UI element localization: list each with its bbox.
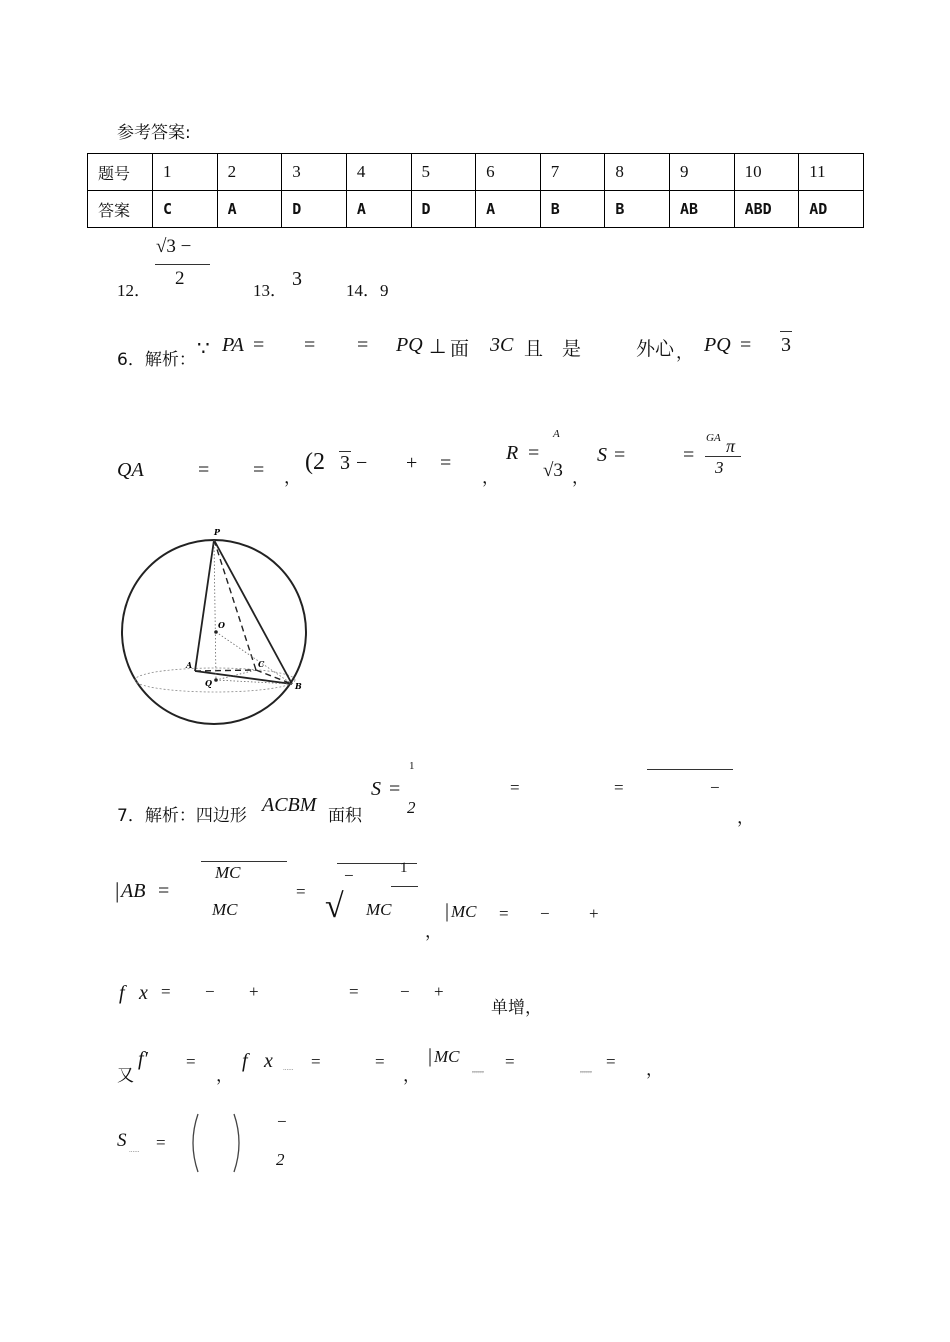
- equals: =: [440, 452, 452, 474]
- one-numerator: 1: [400, 860, 408, 876]
- plus: +: [249, 982, 259, 1001]
- equals: =: [156, 1133, 166, 1152]
- equals: =: [311, 1052, 321, 1071]
- table-cell: 10: [734, 154, 799, 191]
- equals: =: [253, 334, 265, 356]
- table-cell: C: [153, 191, 218, 228]
- ab-symbol: AB: [121, 880, 146, 902]
- q12-label: 12．: [117, 281, 151, 300]
- comma: ，: [284, 468, 301, 488]
- equals: =: [161, 982, 171, 1001]
- equals: =: [499, 904, 509, 923]
- equals: =: [296, 882, 306, 901]
- label-c: C: [258, 659, 265, 669]
- x-symbol: x: [139, 982, 148, 1004]
- pa-symbol: PA: [222, 334, 244, 356]
- label-b: B: [295, 681, 302, 691]
- equals: =: [510, 778, 520, 797]
- perp-symbol: ⊥: [429, 336, 447, 358]
- equals: =: [606, 1052, 616, 1071]
- answer-table: [87, 153, 864, 228]
- table-cell: A: [346, 191, 411, 228]
- plus: +: [589, 904, 599, 923]
- r-symbol: R: [506, 442, 519, 464]
- q13-value: 3: [292, 268, 302, 290]
- equals: =: [614, 778, 624, 797]
- mc-symbol: MC: [451, 902, 477, 921]
- area-numerator: GA: [706, 432, 721, 444]
- table-cell: 6: [476, 154, 541, 191]
- pq-symbol: PQ: [704, 334, 731, 356]
- mc-symbol: MC: [366, 900, 392, 919]
- half-denominator: 2: [407, 798, 416, 817]
- table-cell: 4: [346, 154, 411, 191]
- table-cell: A: [476, 191, 541, 228]
- text-shi: 是: [562, 338, 582, 360]
- abs-bar: |: [115, 878, 120, 903]
- fprime-symbol: f′: [138, 1048, 148, 1070]
- comma: ，: [572, 468, 589, 488]
- table-cell: 1: [153, 154, 218, 191]
- area-denominator: 3: [715, 458, 724, 477]
- r-denominator: √3: [543, 460, 563, 481]
- table-cell: A: [217, 191, 282, 228]
- equals: =: [375, 1052, 385, 1071]
- big-parentheses: [186, 1108, 246, 1178]
- text-mianji: 面积: [328, 806, 362, 826]
- minus: −: [356, 452, 368, 474]
- table-cell: 11: [799, 154, 864, 191]
- minus: −: [710, 778, 720, 797]
- label-o: O: [218, 620, 225, 630]
- q12-fraction-bar: [155, 264, 210, 265]
- s-symbol: S: [371, 778, 381, 800]
- text-waixin: 外心: [636, 338, 675, 360]
- comma: ，: [676, 343, 693, 363]
- q13-label: 13．: [253, 281, 287, 300]
- table-cell: 2: [217, 154, 282, 191]
- minus: −: [277, 1112, 287, 1131]
- mc-symbol: MC: [215, 863, 241, 882]
- bc-symbol: 3C: [490, 334, 514, 356]
- row-label-question-number: 题号: [88, 154, 153, 191]
- table-cell: 8: [605, 154, 670, 191]
- text-you: 又: [117, 1066, 134, 1086]
- denominator-two: 2: [276, 1150, 285, 1169]
- equals: =: [505, 1052, 515, 1071]
- pi-symbol: π: [726, 436, 736, 456]
- mc-symbol: MC: [212, 900, 238, 919]
- comma: ，: [737, 808, 754, 828]
- table-cell: D: [411, 191, 476, 228]
- table-cell: ABD: [734, 191, 799, 228]
- equals: =: [198, 459, 210, 481]
- minus: −: [540, 904, 550, 923]
- sqrt-overline: [780, 331, 792, 332]
- paren-expression: (2: [305, 449, 325, 475]
- minus: −: [205, 982, 215, 1001]
- text-dandeng: 单增，: [491, 998, 542, 1018]
- sqrt3-value: 3: [781, 334, 791, 356]
- r-numerator: A: [553, 428, 560, 440]
- sol6-label: 6．解析：: [117, 350, 196, 370]
- abs-bar: |: [428, 1045, 433, 1067]
- equals: =: [349, 982, 359, 1001]
- min-subscript: ,,,,,,: [472, 1065, 484, 1074]
- comma: ，: [403, 1066, 420, 1086]
- x-symbol: x: [264, 1050, 273, 1072]
- label-p: P: [214, 527, 221, 537]
- q12-numerator: √3 −: [156, 236, 192, 257]
- plus: +: [434, 982, 444, 1001]
- min-subscript: ......: [129, 1146, 140, 1154]
- equals: =: [389, 778, 401, 800]
- sqrt-overline: [647, 769, 733, 770]
- table-cell: 3: [282, 154, 347, 191]
- sqrt-radical: √: [325, 888, 344, 925]
- fraction-bar: [391, 886, 418, 887]
- label-a: A: [186, 660, 193, 670]
- comma: ，: [216, 1066, 233, 1086]
- abs-bar: |: [445, 900, 450, 922]
- comma: ，: [646, 1060, 663, 1080]
- minus: −: [400, 982, 410, 1001]
- table-cell: AD: [799, 191, 864, 228]
- equals: =: [614, 444, 626, 466]
- table-cell: AB: [670, 191, 735, 228]
- sol7-label: 7．解析：四边形: [117, 806, 247, 826]
- min-subscript: ......: [283, 1064, 294, 1072]
- answers-heading: 参考答案:: [117, 123, 191, 143]
- text-mian: 面: [450, 338, 470, 360]
- label-q: Q: [205, 678, 212, 688]
- row-label-answer: 答案: [88, 191, 153, 228]
- q12-denominator: 2: [175, 268, 185, 289]
- q14-answer: 14．9: [346, 281, 389, 300]
- table-cell: 9: [670, 154, 735, 191]
- because-symbol: ∵: [197, 338, 210, 360]
- equals: =: [528, 442, 540, 464]
- equals: =: [304, 334, 316, 356]
- table-cell: 5: [411, 154, 476, 191]
- table-cell: B: [540, 191, 605, 228]
- table-row-answers: [88, 191, 864, 228]
- equals: =: [740, 334, 752, 356]
- table-row-numbers: [88, 154, 864, 191]
- qa-symbol: QA: [117, 459, 144, 481]
- equals: =: [683, 444, 695, 466]
- mc-symbol: MC: [434, 1047, 460, 1066]
- table-cell: 7: [540, 154, 605, 191]
- minus: −: [344, 866, 354, 885]
- figure-svg: [115, 520, 315, 740]
- half-numerator: 1: [409, 760, 415, 772]
- fraction-bar: [705, 456, 741, 457]
- sqrt-overline: [201, 861, 287, 862]
- s-symbol: S: [597, 444, 607, 466]
- equals: =: [253, 459, 265, 481]
- f-symbol: f: [242, 1050, 248, 1072]
- equals: =: [158, 880, 170, 902]
- min-subscript: ,,,,,,: [580, 1065, 592, 1074]
- comma: ，: [482, 468, 499, 488]
- sqrt3-value: 3: [340, 452, 350, 474]
- acbm-symbol: ACBM: [262, 794, 317, 816]
- s-min-symbol: S: [117, 1130, 127, 1151]
- pq-symbol: PQ: [396, 334, 423, 356]
- table-cell: B: [605, 191, 670, 228]
- plus: +: [406, 452, 418, 474]
- f-symbol: f: [119, 982, 125, 1004]
- table-cell: D: [282, 191, 347, 228]
- comma: ，: [425, 922, 442, 942]
- sphere-tetrahedron-figure: [115, 520, 315, 744]
- equals: =: [357, 334, 369, 356]
- text-qie: 且: [524, 338, 544, 360]
- equals: =: [186, 1052, 196, 1071]
